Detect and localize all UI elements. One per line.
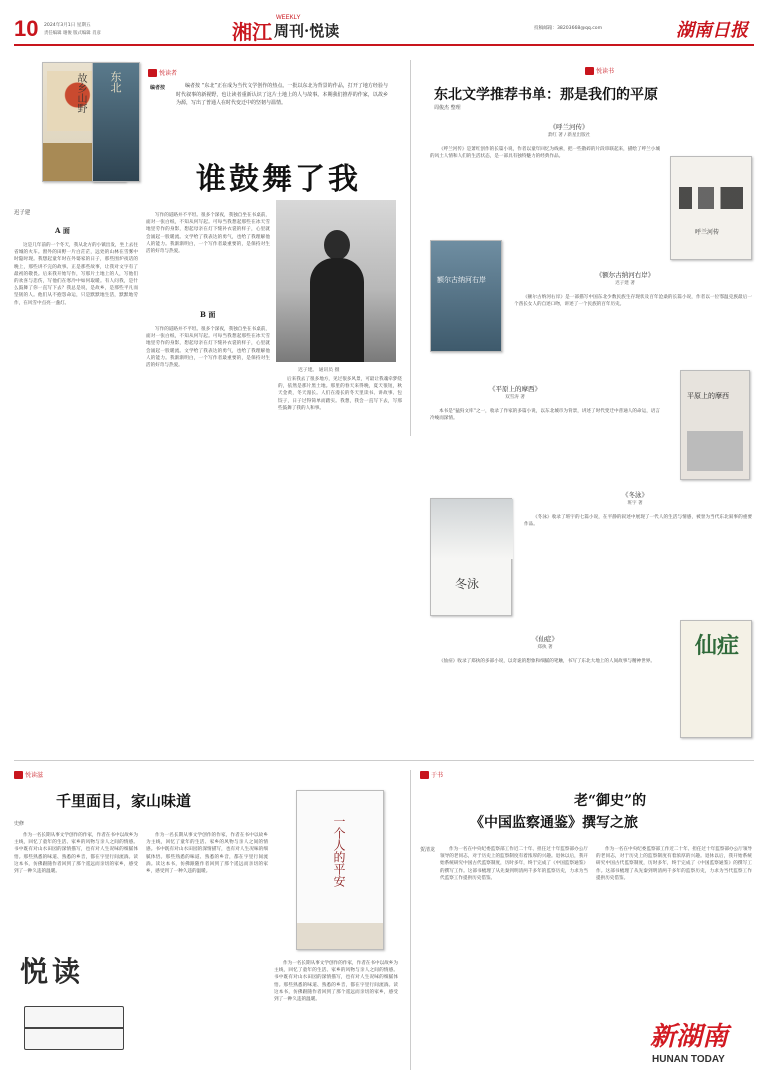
tag-marker-icon-2 (585, 67, 594, 75)
booklist-tag-label: 悦读书 (596, 68, 615, 75)
essay-column-2 (146, 212, 270, 302)
book-1-desc (430, 146, 660, 230)
book-2-sub: 迟子建 著 (615, 281, 635, 286)
book-4-sub: 班宇 著 (627, 501, 643, 506)
essay-column-2b (146, 326, 270, 792)
hunan-today-watermark (644, 1016, 756, 1076)
book-3-desc (430, 408, 660, 478)
essay-column-3-text: 后来我去了很多地方，见过很多风景，可最让我魂牵梦绕的，依然是那片黑土地。那里的春天来得晚，夏天很短，秋天金黄，冬天漫长。人们在漫长的冬天里读书、讲故事、包饺子，日子过得简单而踏实。我想，我会一直写下去，写那些鼓舞了我的人和事。 (278, 377, 402, 411)
section-weekly-label: WEEKLY (276, 15, 301, 21)
tag-marker-icon (148, 69, 157, 77)
lower-right-tag (420, 770, 443, 779)
book-2-cover (430, 240, 502, 352)
lower-right-tag-label: 于书 (431, 772, 444, 779)
yuedu-brand-text: 悦读 (20, 955, 85, 988)
lower-book-cover (296, 790, 384, 950)
tag-marker-icon-3 (14, 771, 23, 779)
essay-column-2b-text: 写作的道路并不平坦。很多个深夜，我独自坐在书桌前，面对一张白纸，不知从何写起。可每当我想起那些在冰天雪地里劳作的身影，想起母亲在灯下缝补衣裳的样子，心里就会涌起一股暖流。文学给了我表达的勇气，也给了我理解他人的能力。我渐渐明白，一个写作者最重要的，是保持对生活的好奇与热爱。 (146, 327, 270, 369)
lower-left-tag-label: 悦读滋 (25, 772, 44, 779)
lower-left-col-1-text: 作为一名长期从事文学创作的作家，作者在书中以故乡为主线，回忆了童年的生活、家乡的风物与亲人之间的情感。书中既有对山水田园的深情描写，也有对人生况味的细腻体悟。那些熟悉的味道、熟悉的乡音，都在字里行间流淌。读这本书，仿佛跟随作者回到了那个遥远而亲切的家乡，感受到了一种久违的温暖。 (14, 833, 138, 875)
book-5-desc-text: 《仙症》收录了郑执的多部小说，以奇诡的想象和细腻的笔触，书写了东北大地上的人间故事与精神世界。 (439, 659, 655, 664)
photo-figure-head (324, 230, 350, 260)
book-4-cover-title: 冬泳 (455, 577, 480, 591)
book-4-desc-text: 《冬泳》收录了班宇的七篇小说，在平静的叙述中展现了一代人的生活与情感，被誉为当代东北叙事的重要作品。 (524, 515, 752, 528)
book-5-desc (430, 658, 670, 728)
page-number: 10 (14, 16, 39, 41)
booklist-headline: 东北文学推荐书单：那是我们的平原 (434, 87, 658, 103)
book-cover-east-north-2 (92, 62, 140, 182)
lower-right-headline-1: 老“御史”的 (574, 793, 647, 809)
book-1-cover (670, 156, 752, 260)
section-name: 周刊·悦读 (274, 22, 340, 40)
book-3-sub: 双雪涛 著 (505, 395, 525, 400)
essay-tag-label: 悦读者 (159, 70, 178, 77)
masthead (14, 16, 754, 46)
section-main-title: 湘江 (232, 20, 272, 44)
lower-left-headline: 千里面目，家山味道 (56, 792, 192, 810)
book-1-sub: 萧红 著 / 新星出版社 (547, 133, 591, 138)
book-stack-icon (24, 1006, 124, 1050)
book-3-cover-title: 平原上的摩西 (687, 392, 729, 400)
book-3-title: 《平原上的摩西》 (489, 385, 541, 393)
book-2-desc-text: 《额尔古纳河右岸》是一部描写中国东北少数民族生存现状及百年沧桑的长篇小说，作者以一位鄂温克族最后一个酋长女人的自述口吻，讲述了一个民族的百年历史。 (514, 295, 752, 308)
book-5-cover-title: 仙症 (695, 633, 740, 659)
essay-author: 迟子建 (14, 210, 31, 216)
book-1-cover-art (679, 187, 743, 209)
lower-right-headline-2: 《中国监察通鉴》撰写之旅 (470, 815, 638, 831)
editor-note-label: 编者按 (150, 85, 166, 91)
vertical-divider (410, 60, 411, 436)
lower-vertical-divider (410, 770, 411, 1070)
lower-right-col-2-text: 作为一名在中央纪委监察部工作近二十年、担任过十年监察部办公厅领导的老同志，对于历史上的监察制度有着浓厚的兴趣。退休以后，我开始系统研究中国古代监察制度，历时多年，终于完成了《中国监察通鉴》的撰写工作。这部书梳理了从先秦到明清两千多年的监察历史，力求为当代监察工作提供历史借鉴。 (596, 847, 752, 881)
essay-column-1-text: 这是几年前的一个冬天，我从北方的小镇出发，坐上去往省城的火车。窗外的田野一片白茫茫，远处的山林在雪雾中时隐时现。我想起童年时在外婆家的日子，那些围炉夜话的晚上，那些讲不完的故事。正是那些故事，让我对文字有了最初的敬畏。后来我开始写作，写那片土地上的人，写他们的欢喜与悲伤，写他们在寒冷中如何取暖。有人问我，是什么鼓舞了你一直写下去？我总是说，是故乡，是那些平凡而坚韧的人。他们从不抱怨命运，只是默默地生活，默默地劳作，在风雪中点亮一盏灯。 (14, 243, 138, 306)
lower-right-col-1 (440, 846, 588, 1072)
cover-vertical-title-2: 东北 (109, 71, 122, 93)
issue-date: 2024年3月1日 星期五 (44, 23, 91, 28)
booklist-compiler: 周俊杰 整理 (434, 105, 461, 111)
watermark-text: 新湖南 (650, 1022, 729, 1052)
lower-left-col-2-text: 作为一名长期从事文学创作的作家，作者在书中以故乡为主线，回忆了童年的生活、家乡的风物与亲人之间的情感。书中既有对山水田园的深情描写，也有对人生况味的细腻体悟。那些熟悉的味道、熟悉的乡音，都在字里行间流淌。读这本书，仿佛跟随作者回到了那个遥远而亲切的家乡，感受到了一种久违的温暖。 (146, 833, 268, 875)
editor-note (176, 82, 388, 140)
book-2-desc (514, 294, 752, 360)
book-4-desc (524, 514, 752, 594)
book-5-sub: 郑执 著 (537, 645, 553, 650)
photo-figure-body (310, 258, 364, 362)
watermark-sub: HUNAN TODAY (652, 1054, 725, 1065)
submission-email: 投稿邮箱：38203668@qq.com (534, 26, 603, 31)
essay-column-3 (278, 376, 402, 792)
lower-left-author: 史修 (14, 821, 25, 827)
lower-left-col-3-text: 作为一名长期从事文学创作的作家，作者在书中以故乡为主线，回忆了童年的生活、家乡的风物与亲人之间的情感。书中既有对山水田园的深情描写，也有对人生况味的细腻体悟。那些熟悉的味道、熟悉的乡音，都在字里行间流淌。读这本书，仿佛跟随作者回到了那个遥远而亲切的家乡，感受到了一种久违的温暖。 (274, 961, 398, 1003)
lower-left-col-3 (274, 960, 398, 1072)
mid-divider (14, 760, 754, 761)
book-4-cover (430, 498, 512, 616)
tag-marker-icon-4 (420, 771, 429, 779)
lower-left-tag (14, 770, 43, 779)
masthead-rule (14, 44, 754, 46)
editor-note-text: 编者按 “东北”正在成为当代文学创作的热点。一批以东北为背景的作品，打开了地方经验与时代叙事的新视野，也让读者重新认识了这片土地上的人与故事。本期我们推荐的作家，以故乡为源，写出了普通人在时代变迁中的坚韧与温情。 (176, 83, 388, 107)
essay-column-1 (14, 242, 138, 792)
book-5-title: 《仙症》 (532, 635, 558, 643)
lower-right-col-1-text: 作为一名在中央纪委监察部工作近二十年、担任过十年监察部办公厅领导的老同志，对于历史上的监察制度有着浓厚的兴趣。退休以后，我开始系统研究中国古代监察制度，历时多年，终于完成了《中国监察通鉴》的撰写工作。这部书梳理了从先秦到明清两千多年的监察历史，力求为当代监察工作提供历史借鉴。 (440, 847, 588, 881)
book-2-title: 《额尔古纳河右岸》 (595, 271, 655, 279)
author-photo (276, 200, 396, 362)
author-photo-caption: 迟子建。 通讯员 摄 (298, 368, 340, 373)
editors-line: 责任编辑 谢俊 版式编辑 肖彦 (44, 31, 101, 36)
lower-left-col-2 (146, 832, 268, 1072)
essay-column-2-text: 写作的道路并不平坦。很多个深夜，我独自坐在书桌前，面对一张白纸，不知从何写起。可每当我想起那些在冰天雪地里劳作的身影，想起母亲在灯下缝补衣裳的样子，心里就会涌起一股暖流。文学给了我表达的勇气，也给了我理解他人的能力。我渐渐明白，一个写作者最重要的，是保持对生活的好奇与热爱。 (146, 213, 270, 255)
book-5-cover (680, 620, 752, 738)
cover-vertical-title: 故乡山野 (75, 73, 86, 113)
book-4-title: 《冬泳》 (622, 491, 648, 499)
lower-right-author: 贺清龙 (420, 847, 436, 853)
book-4-cover-art (431, 499, 513, 559)
lower-book-cover-title: 一个人的平安 (332, 815, 346, 887)
essay-section-b: B 面 (200, 310, 216, 319)
lower-left-col-1 (14, 832, 138, 912)
book-3-cover-art (687, 431, 743, 471)
essay-section-tag (148, 68, 177, 77)
essay-section-a: A 面 (55, 226, 70, 235)
book-1-cover-title: 呼兰河传 (695, 229, 720, 236)
book-3-cover (680, 370, 750, 480)
book-3-desc-text: 本书是“猛犸文库”之一，收录了作家的多篇小说，以东北城市为背景，讲述了时代变迁中普通人的命运，语言冷峻而深情。 (430, 409, 660, 422)
essay-headline: 谁鼓舞了我 (196, 162, 361, 197)
book-2-cover-title: 额尔古纳河右岸 (437, 276, 486, 284)
lower-book-cover-stripe (297, 923, 383, 949)
book-1-title: 《呼兰河传》 (549, 123, 589, 131)
book-1-desc-text: 《呼兰河传》是萧红创作的长篇小说，作者以童年回忆为线索，把一些散碎的片段串联起来，描绘了呼兰小城的风土人情和人们的生活状态，是一部具有独特魅力的经典作品。 (430, 147, 660, 160)
newspaper-logo: 湖南日报 (676, 20, 748, 41)
booklist-section-tag (585, 66, 614, 75)
yuedu-brand (14, 920, 140, 1070)
